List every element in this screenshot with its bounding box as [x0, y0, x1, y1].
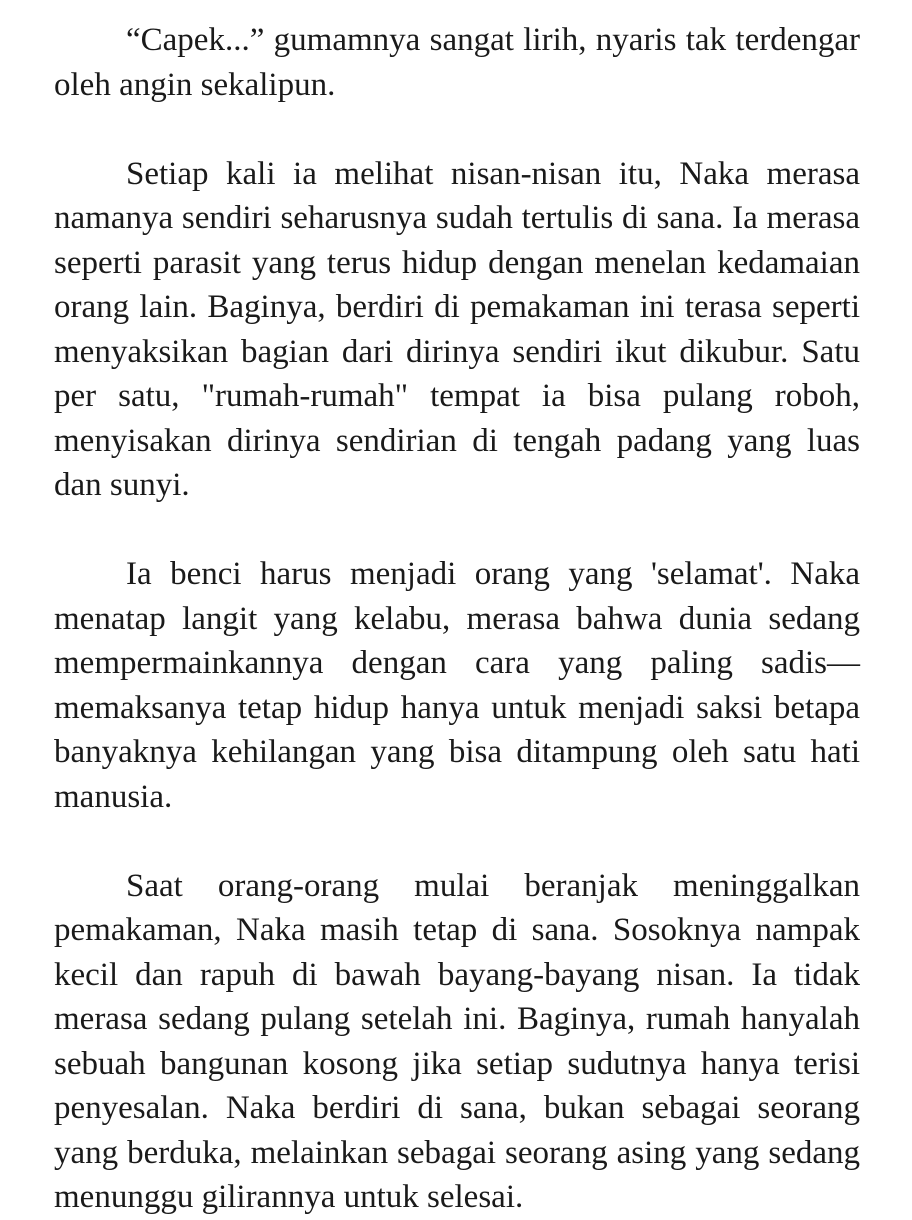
paragraph-2: Setiap kali ia melihat nisan-nisan itu, Naka merasa namanya sendiri seharusnya sudah tertulis di sana. Ia merasa seperti parasit yang terus hidup dengan menelan kedamaian orang lain. Baginya, berdiri di pemakaman ini terasa seperti menyaksikan bagian dari dirinya sendiri ikut dikubur. Satu per satu, "rumah-rumah" tempat ia bisa pulang roboh, menyisakan dirinya sendirian di tengah padang yang luas dan sunyi.	[54, 155, 860, 503]
paragraph-3: Ia benci harus menjadi orang yang 'selamat'. Naka menatap langit yang kelabu, merasa bahwa dunia sedang mempermainkannya dengan cara yang paling sadis—memaksanya tetap hidup hanya untuk menjadi saksi betapa banyaknya kehilangan yang bisa ditampung oleh satu hati manusia.	[54, 556, 860, 815]
paragraph-4: Saat orang-orang mulai beranjak meninggalkan pemakaman, Naka masih tetap di sana. Sosoknya nampak kecil dan rapuh di bawah bayang-bayang nisan. Ia tidak merasa sedang pulang setelah ini. Baginya, rumah hanyalah sebuah bangunan kosong jika setiap sudutnya hanya terisi penyesalan. Naka berdiri di sana, bukan sebagai seorang yang berduka, melainkan sebagai seorang asing yang sedang menunggu gilirannya untuk selesai.	[54, 867, 860, 1215]
paragraph-1: “Capek...” gumamnya sangat lirih, nyaris tak terdengar oleh angin sekalipun.	[54, 22, 860, 103]
